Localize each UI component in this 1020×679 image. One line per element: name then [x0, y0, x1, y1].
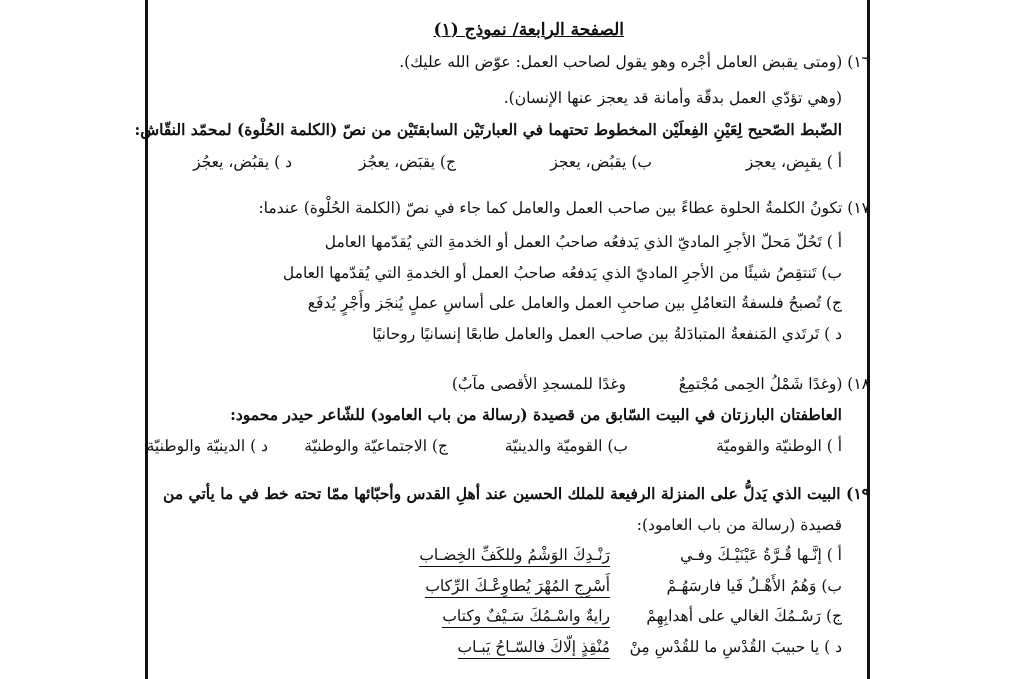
q17-option-c[interactable]: ج) تُصبحُ فلسفةُ التعامُلِ بين صاحبِ العمل والعامل على أساسِ عملٍ يُنجَز وأَجْرٍ يُدفَع: [307, 294, 842, 312]
q19-option-a[interactable]: أ ) إنَّـها قُـرَّةُ عَيْنَيْـكَ وفـي: [680, 546, 842, 564]
q18-option-d[interactable]: د ) الدينيّة والوطنيّة: [146, 437, 268, 455]
q19-verse-c: رايةٌ واسْـمُكَ سَـيْفٌ وكتاب: [442, 606, 610, 628]
q19-option-b[interactable]: ب) وَهُمُ الأَهْـلُ فَيا فارسَهُـمْ: [666, 577, 842, 595]
q19-option-c[interactable]: ج) رَسْـمُكَ الغالي على أهدابِهِمْ: [646, 607, 842, 625]
q17-option-b[interactable]: ب) تَنتقِصُ شيئًا من الأجرِ الماديّ الذي يَدفعُه صاحبُ العمل أو الخدمةِ التي يُقدّمها العامل: [282, 264, 842, 282]
q19-stem-continued: قصيدة (رسالة من باب العامود):: [636, 516, 842, 534]
q16-line2: (وهي تؤدّي العمل بدقّة وأمانة قد يعجز عنها الإنسان).: [503, 89, 842, 107]
q16-option-a[interactable]: أ ) يقبِض، يعجز: [745, 153, 842, 171]
q16-option-b[interactable]: ب) يقبُض، يعجز: [550, 153, 652, 171]
q17-stem: ١٧) تكونُ الكلمةُ الحلوة عطاءً بين صاحب العمل والعامل كما جاء في نصّ (الكلمة الحُلْوة) عندما:: [258, 199, 870, 217]
page-title: الصفحة الرابعة/ نموذج (١): [433, 20, 624, 40]
q18-option-c[interactable]: ج) الاجتماعيّة والوطنيّة: [304, 437, 448, 455]
q17-option-a[interactable]: أ ) تَحُلّ مَحلّ الأجرِ الماديّ الذي يَدفعُه صاحبُ العمل أو الخدمةِ التي يُقدّمها العامل: [324, 233, 842, 251]
q19-verse-b: أَسْرِجِ المُهْرَ يُطاوِعْـكَ الرِّكاب: [425, 576, 610, 598]
q17-option-d[interactable]: د ) تَرتَدي المَنفعةُ المتبادَلةُ بين صاحب العمل والعامل طابعًا إنسانيًا روحانيًا: [372, 325, 842, 343]
q19-verse-a: رَنْـدِكَ الوَشْمُ وللكَفِّ الخِضـاب: [419, 545, 610, 567]
q18-option-a[interactable]: أ ) الوطنيّة والقوميّة: [716, 437, 842, 455]
q19-stem: ١٩) البيت الذي يَدلُّ على المنزلة الرفيعة للملك الحسين عند أهلِ القدس وأحبّائها ممّا تحته خط في ما يأتي من: [163, 484, 870, 503]
q16-option-d[interactable]: د ) يقبُض، يعجُز: [193, 153, 292, 171]
q19-verse-d: مُنْقِذٍ إلّاكَ فالسّـاحُ يَبـاب: [458, 637, 610, 659]
q18-verse-second: وغدًا للمسجدِ الأقصى مآبٌ): [451, 375, 626, 393]
q16-line1: ١٦) (ومتى يقبض العامل أجْره وهو يقول لصاحب العمل: عوّض الله عليك).: [399, 53, 870, 71]
q18-stem: العاطفتان البارزتان في البيت السّابق من قصيدة (رسالة من باب العامود) للشّاعر حيدر محمود:: [230, 405, 842, 424]
q19-option-d[interactable]: د ) يا حبيبَ القُدْسِ ما للقُدْسِ مِنْ: [629, 638, 842, 656]
q16-stem: الضّبط الصّحيح لِعَيْنِ الفِعلَيْن المخطوط تحتهما في العبارتَيْن السابقتَيْن من نصّ (الكلمة الحُلْوة) لمحمّد النقّاش:: [134, 120, 842, 139]
q18-verse-first: ١٨) (وغدًا شَمْلُ الحِمى مُجْتمِعٌ: [678, 375, 870, 393]
q16-option-c[interactable]: ج) يقبَض، يعجُز: [358, 153, 456, 171]
q18-option-b[interactable]: ب) القوميّة والدينيّة: [504, 437, 628, 455]
